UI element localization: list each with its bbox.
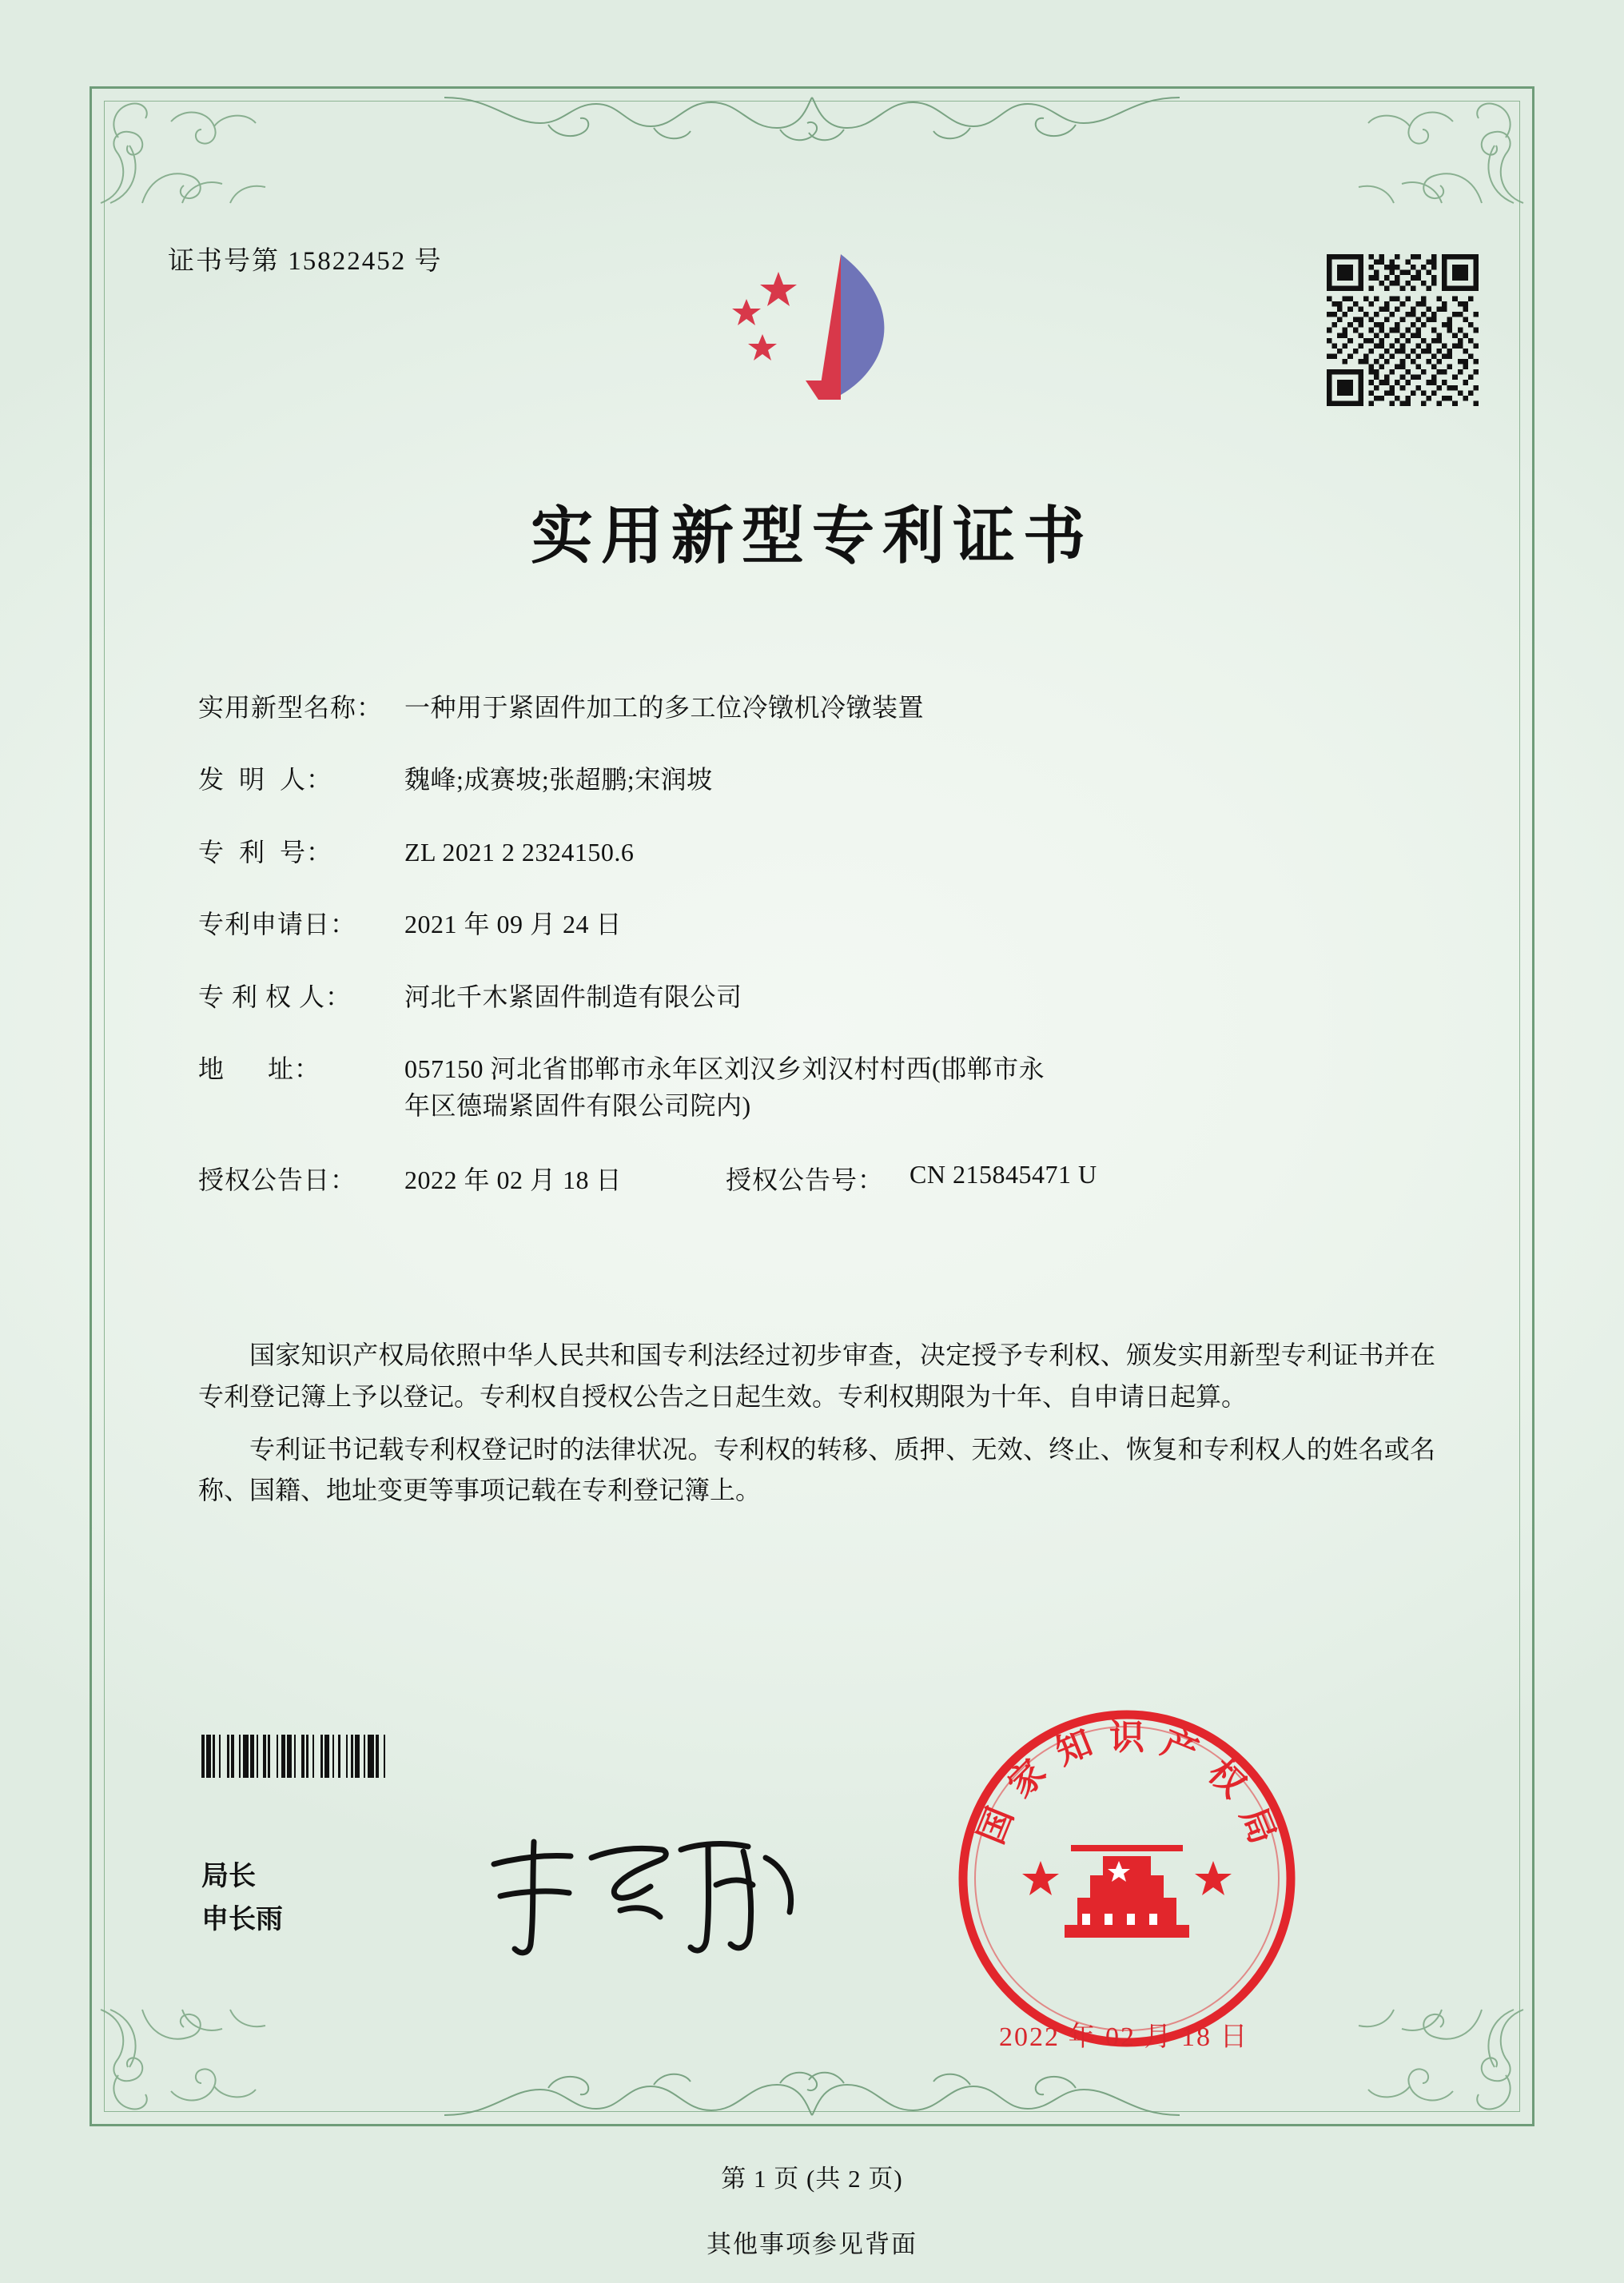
- certificate-number: 证书号第 15822452 号: [168, 247, 443, 276]
- svg-text:家: 家: [1000, 1751, 1054, 1806]
- corner-flourish-icon: [94, 90, 278, 209]
- field-patentee: [198, 978, 1440, 1015]
- seal-date: 2022 年 02 月 18 日: [999, 2022, 1249, 2052]
- top-border-ornament-icon: [444, 86, 1180, 155]
- announcement-date-value: 2022 年 02 月 18 日: [404, 1165, 623, 1194]
- field-value: 河北千木紧固件制造有限公司: [404, 982, 742, 1011]
- corner-flourish-icon: [1346, 2003, 1530, 2123]
- certificate-fields: [198, 689, 1440, 1211]
- field-label: 地 址：: [198, 1054, 321, 1083]
- svg-text:国: 国: [970, 1801, 1022, 1850]
- barcode: [201, 1735, 625, 1778]
- field-patent-number: [198, 834, 1440, 871]
- corner-flourish-icon: [1346, 90, 1530, 209]
- field-value: 魏峰;成赛坡;张超鹏;宋润坡: [404, 765, 713, 795]
- field-label: 专 利 号：: [198, 837, 333, 867]
- cnipa-logo-icon: [684, 232, 940, 432]
- field-announcement: [198, 1160, 1440, 1197]
- svg-text:局: 局: [1232, 1801, 1284, 1850]
- field-label: 专利申请日：: [198, 910, 357, 939]
- corner-flourish-icon: [94, 2003, 278, 2123]
- field-value: 057150 河北省邯郸市永年区刘汉乡刘汉村村西(邯郸市永: [404, 1054, 1045, 1083]
- legal-paragraph-1: 国家知识产权局依照中华人民共和国专利法经过初步审查，决定授予专利权、颁发实用新型专利证书并在专利登记簿上予以登记。专利权自授权公告之日起生效。专利权期限为十年、自申请日起算。: [198, 1341, 1435, 1411]
- field-label: 实用新型名称：: [198, 693, 384, 722]
- field-value: 2021 年 09 月 24 日: [404, 910, 623, 939]
- field-label: 发 明 人：: [198, 765, 333, 795]
- field-value-line2: 年区德瑞紧固件有限公司院内): [404, 1091, 751, 1121]
- svg-text:知: 知: [1049, 1722, 1098, 1774]
- page-title: 实用新型专利证书: [530, 500, 1093, 572]
- field-label: 专 利 权 人：: [198, 982, 352, 1011]
- handwritten-signature-icon: [472, 1823, 815, 1966]
- qr-code-icon: [1327, 254, 1479, 406]
- legal-text: [198, 1335, 1435, 1523]
- legal-paragraph-2: 专利证书记载专利权登记时的法律状况。专利权的转移、质押、无效、终止、恢复和专利权人的姓名或名称、国籍、地址变更等事项记载在专利登记簿上。: [198, 1434, 1435, 1505]
- field-application-date: [198, 906, 1440, 942]
- svg-text:权: 权: [1200, 1751, 1254, 1806]
- signature-name: 申长雨: [201, 1903, 283, 1936]
- field-value: ZL 2021 2 2324150.6: [404, 837, 635, 867]
- svg-text:识: 识: [1109, 1717, 1144, 1758]
- official-seal: [951, 1703, 1303, 2054]
- announcement-number-label: 授权公告号：: [726, 1165, 885, 1194]
- signature-block: [201, 1855, 283, 1942]
- announcement-number-value: CN 215845471 U: [910, 1159, 1097, 1189]
- field-inventors: [198, 761, 1440, 798]
- footnote: 其他事项参见背面: [707, 2230, 917, 2258]
- field-utility-model-name: [198, 689, 1440, 726]
- field-value-wrapper: [404, 1050, 1440, 1125]
- field-address: [198, 1050, 1440, 1125]
- field-value: 一种用于紧固件加工的多工位冷镦机冷镦装置: [404, 693, 925, 722]
- page-indicator: 第 1 页 (共 2 页): [721, 2165, 903, 2193]
- announcement-date-label: 授权公告日：: [198, 1165, 357, 1194]
- bottom-border-ornament-icon: [444, 2058, 1180, 2126]
- signature-role: 局长: [201, 1860, 256, 1892]
- svg-text:产: 产: [1156, 1722, 1204, 1774]
